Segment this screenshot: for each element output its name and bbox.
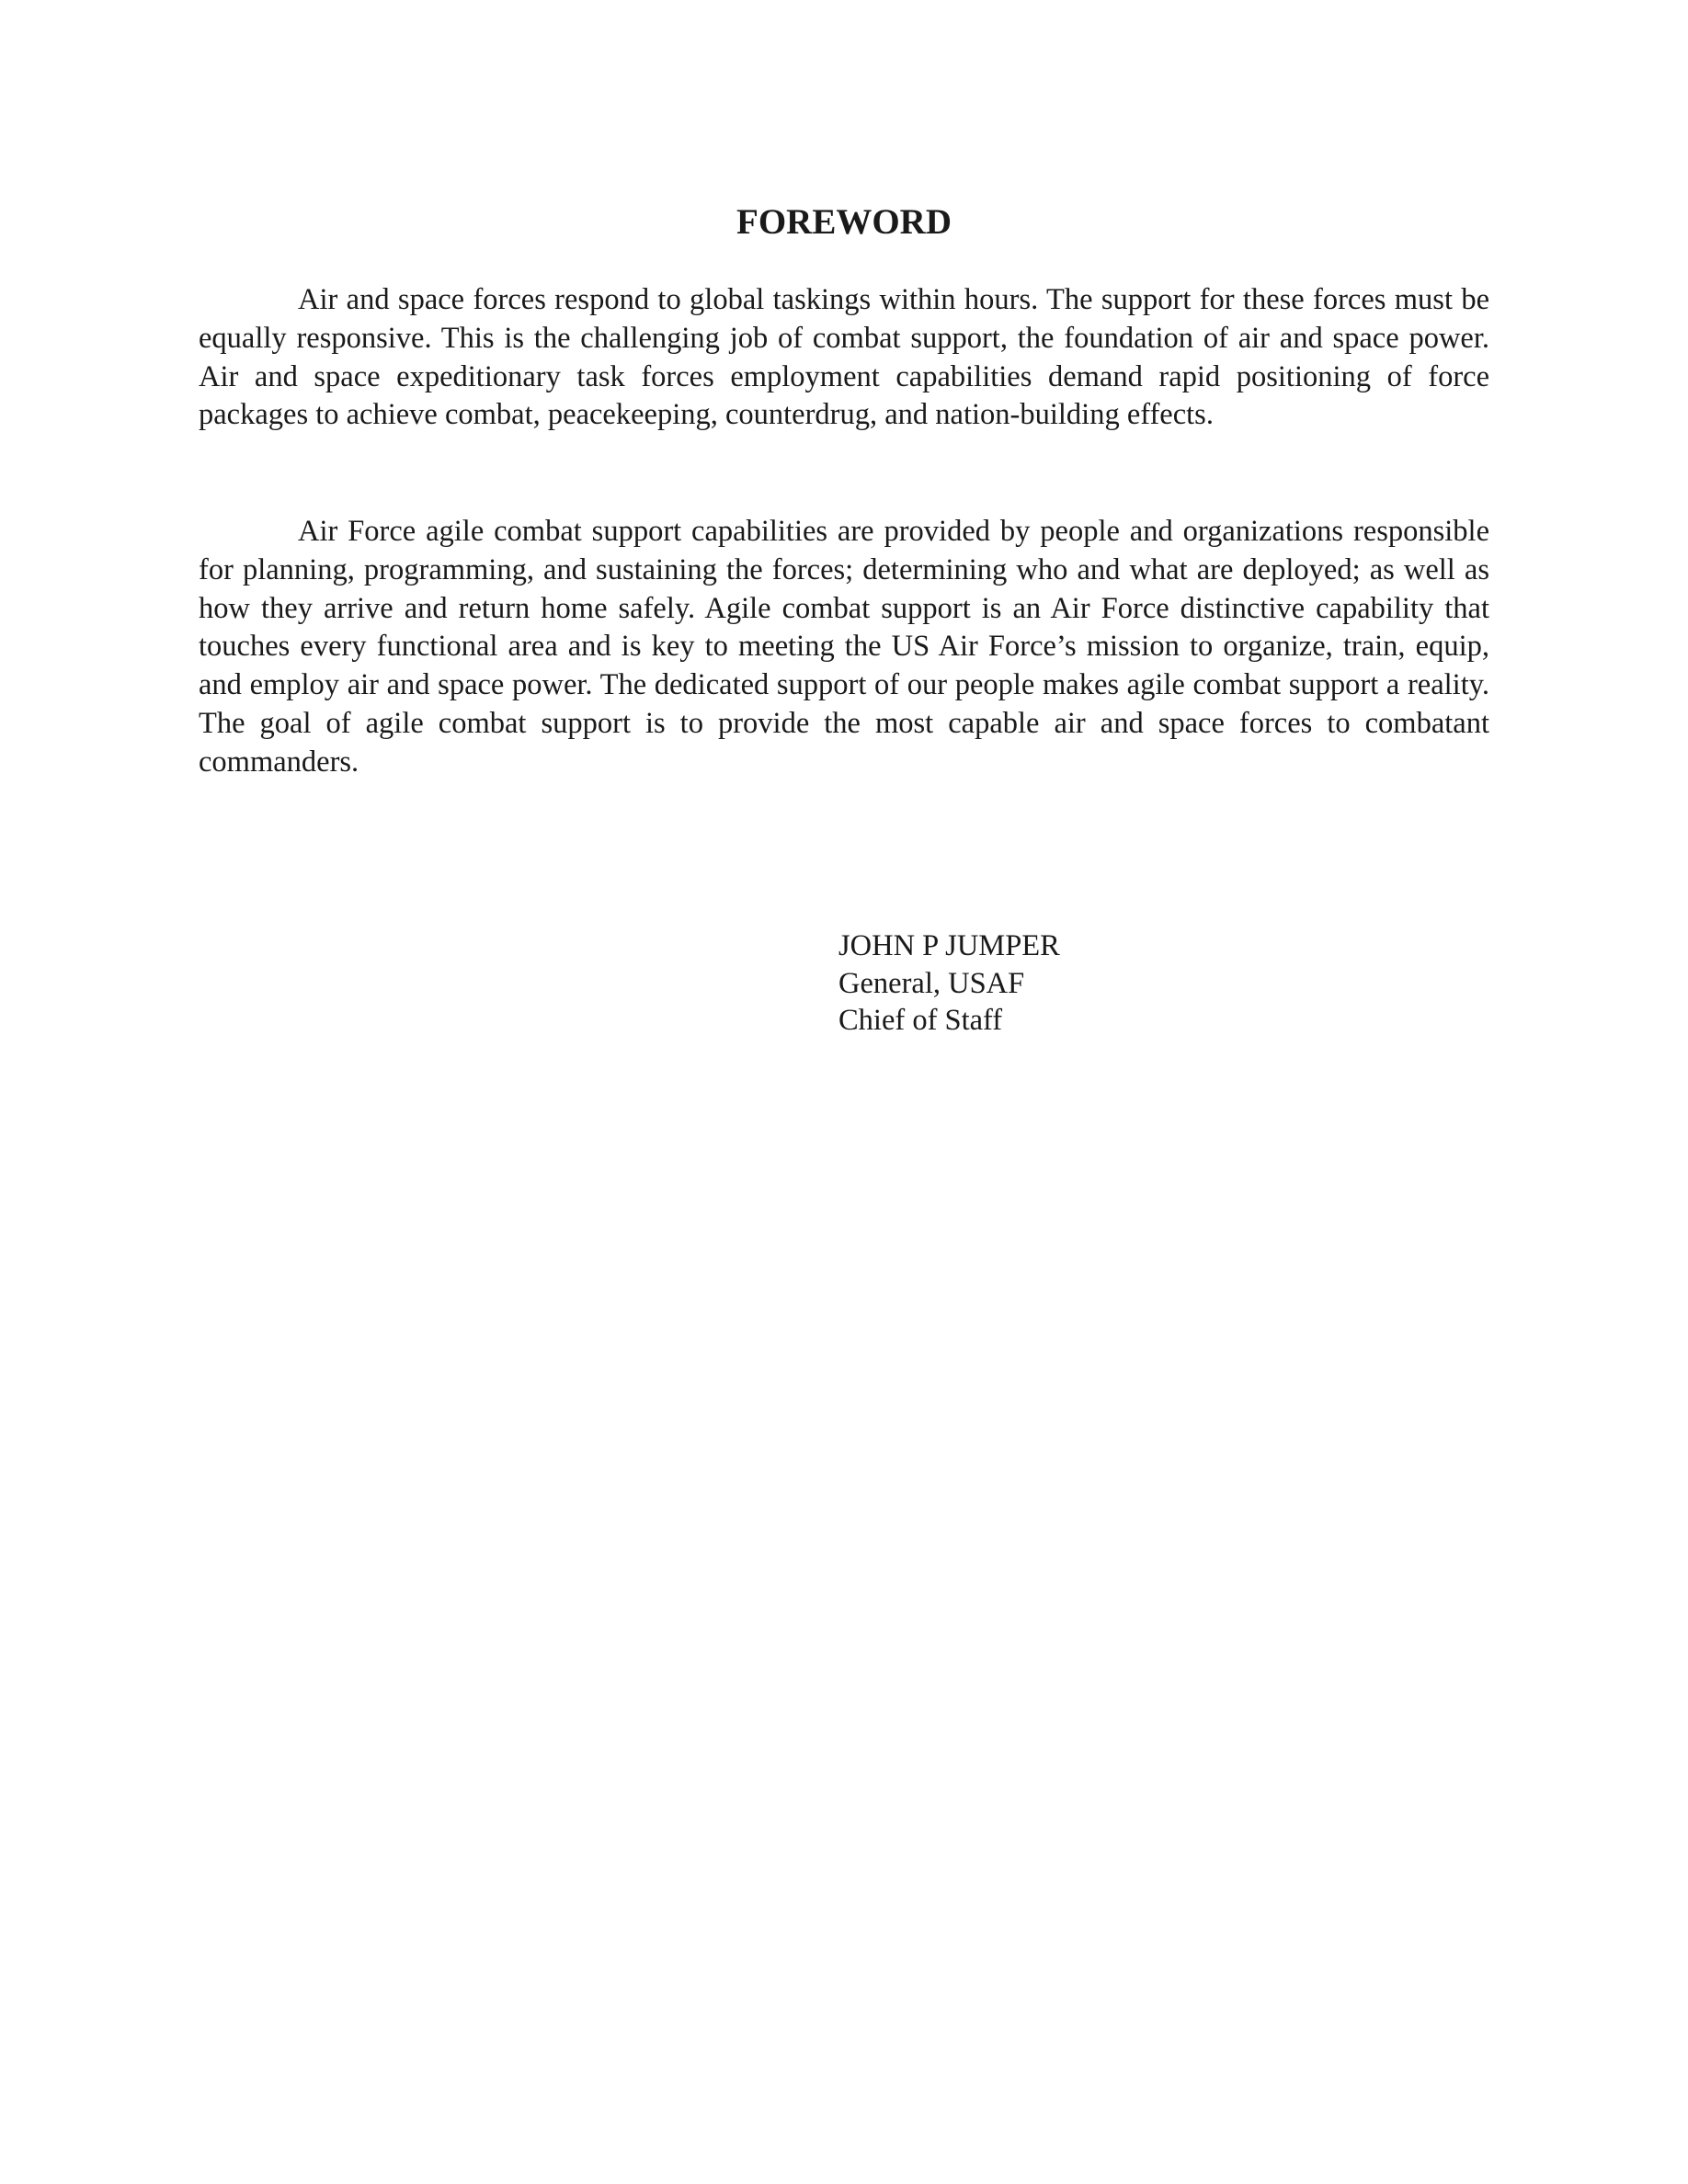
signature-block bbox=[838, 927, 1060, 1040]
signatory-rank: General, USAF bbox=[838, 966, 1025, 1000]
signatory-name: JOHN P JUMPER bbox=[838, 929, 1060, 962]
foreword-paragraph-2: Air Force agile combat support capabilities are provided by people and organizations responsible for planning, programming, and sustaining the forces; determining who and what are deployed; as well as how they arrive and return home safely. Agile combat support is an Air Force distinctive capability that touches every functional area and is key to meeting the US Air Force’s mission to organize, train, equip, and employ air and space power. The dedicated support of our people makes agile combat support a reality. The goal of agile combat support is to provide the most capable air and space forces to combatant commanders. bbox=[199, 515, 1489, 779]
foreword-paragraph-1: Air and space forces respond to global taskings within hours. The support for these forces must be equally responsive. This is the challenging job of combat support, the foundation of air and space power. Air and space expeditionary task forces employment capabilities demand rapid positioning of force packages to achieve combat, peacekeeping, counterdrug, and nation-building effects. bbox=[199, 283, 1489, 432]
page-title: FOREWORD bbox=[736, 202, 952, 242]
signatory-position: Chief of Staff bbox=[838, 1004, 1003, 1037]
